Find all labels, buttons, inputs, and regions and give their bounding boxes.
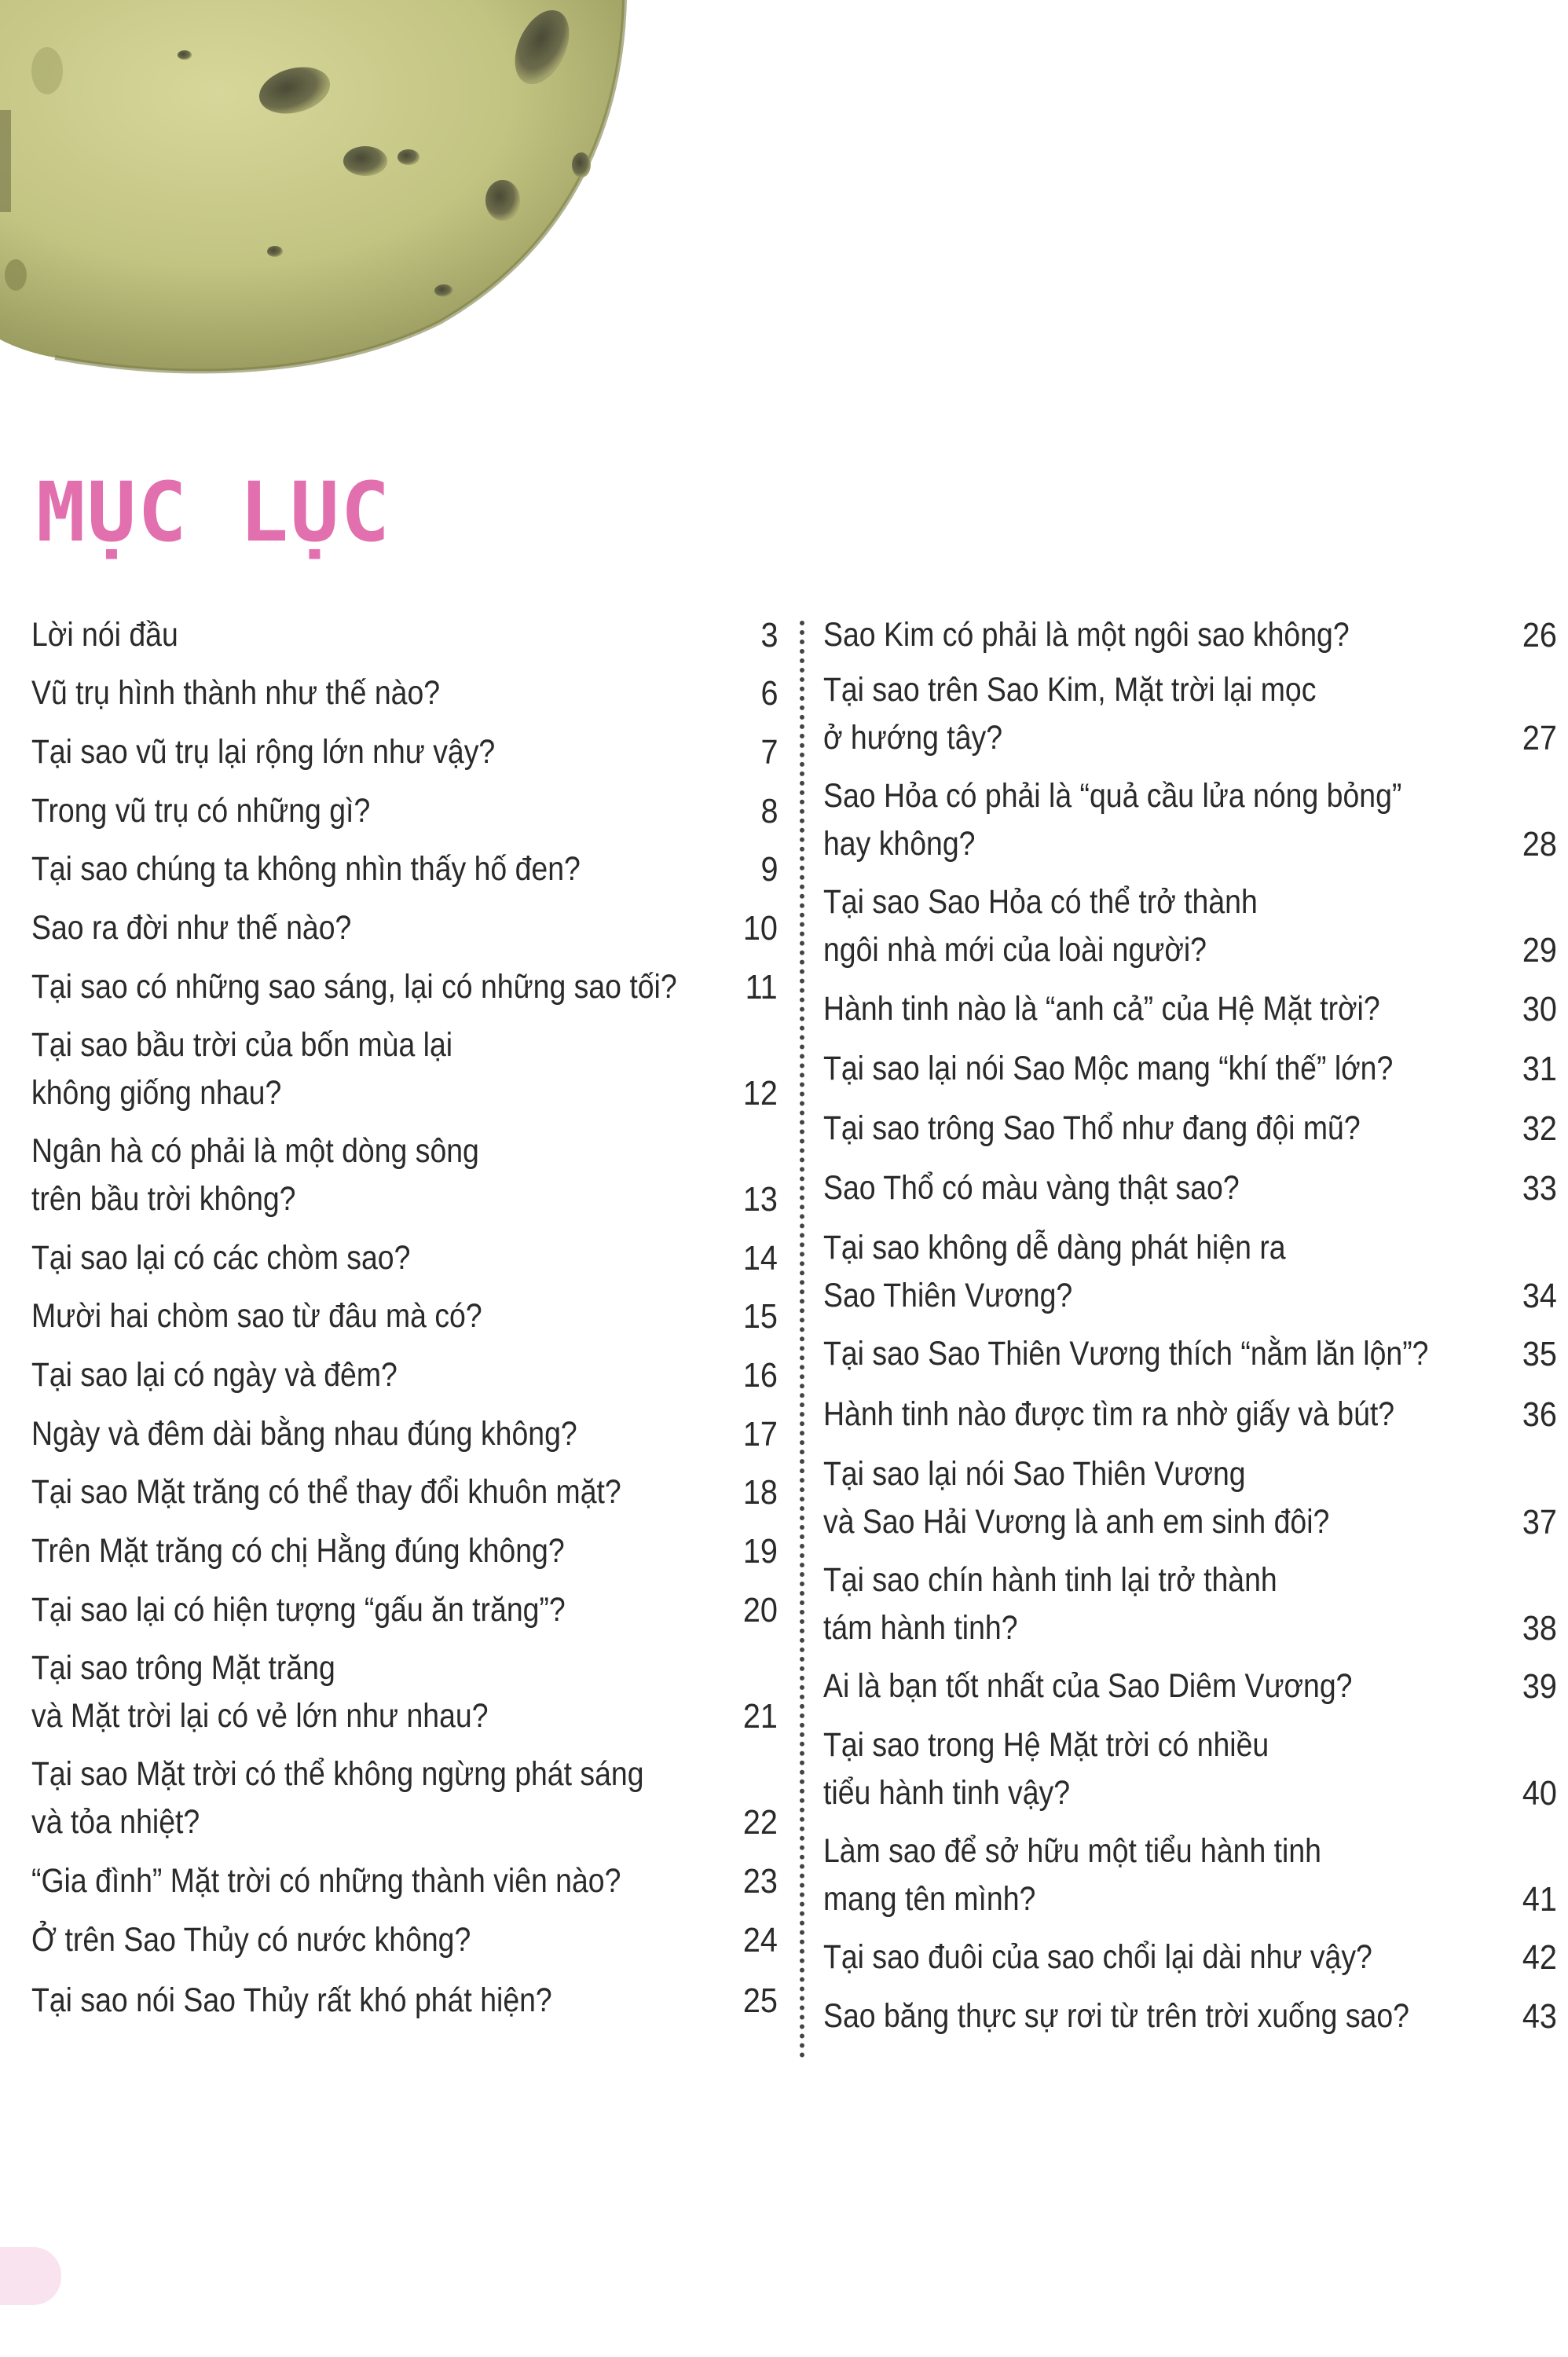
toc-entry-page: 27 bbox=[1522, 719, 1557, 757]
toc-entry-title: Tại sao không dễ dàng phát hiện ra bbox=[823, 1229, 1286, 1266]
toc-entry-page: 26 bbox=[1522, 616, 1557, 654]
toc-entry-title: Tại sao chín hành tinh lại trở thành bbox=[823, 1561, 1277, 1599]
page-title: MỤC LỤC bbox=[36, 464, 392, 560]
toc-entry-title: Tại sao Sao Hỏa có thể trở thành bbox=[823, 883, 1258, 921]
toc-entry-page: 16 bbox=[742, 1356, 778, 1395]
toc-entry bbox=[31, 669, 778, 717]
toc-entry-title: Mười hai chòm sao từ đâu mà có? bbox=[31, 1297, 482, 1335]
toc-entry-title: Tại sao trên Sao Kim, Mặt trời lại mọc bbox=[823, 671, 1317, 709]
toc-entry-page: 12 bbox=[742, 1074, 778, 1113]
toc-entry-page: 36 bbox=[1522, 1395, 1557, 1434]
toc-entry bbox=[823, 1992, 1557, 2040]
toc-entry-page: 11 bbox=[745, 968, 778, 1006]
toc-entry bbox=[823, 1662, 1557, 1710]
toc-entry bbox=[31, 1977, 778, 2025]
toc-entry bbox=[823, 1934, 1557, 1981]
toc-entry bbox=[31, 728, 778, 776]
toc-entry bbox=[31, 1127, 778, 1223]
toc-entry-page: 20 bbox=[742, 1591, 778, 1629]
toc-entry-title: Tại sao lại nói Sao Mộc mang “khí thế” lớn? bbox=[823, 1050, 1394, 1087]
toc-entry-title: Lời nói đầu bbox=[31, 616, 178, 654]
toc-entry-title: tám hành tinh? bbox=[823, 1609, 1018, 1647]
toc-entry-title: Sao Thổ có màu vàng thật sao? bbox=[823, 1169, 1240, 1207]
planet-illustration bbox=[0, 0, 652, 385]
toc-entry bbox=[31, 904, 778, 952]
toc-entry-title: ngôi nhà mới của loài người? bbox=[823, 931, 1207, 969]
toc-entry-title: trên bầu trời không? bbox=[31, 1180, 296, 1218]
toc-entry bbox=[823, 1556, 1557, 1652]
toc-entry-title: Làm sao để sở hữu một tiểu hành tinh bbox=[823, 1832, 1321, 1870]
toc-entry bbox=[823, 611, 1557, 659]
toc-entry-title: Sao Kim có phải là một ngôi sao không? bbox=[823, 616, 1350, 654]
toc-entry bbox=[823, 878, 1557, 974]
toc-entry-page: 39 bbox=[1522, 1667, 1557, 1706]
toc-entry-title: Tại sao trông Mặt trăng bbox=[31, 1649, 335, 1687]
toc-entry-page: 8 bbox=[760, 792, 778, 830]
toc-entry-page: 14 bbox=[742, 1239, 778, 1277]
toc-entry bbox=[31, 1292, 778, 1340]
toc-entry bbox=[31, 1750, 778, 1846]
toc-entry-page: 19 bbox=[742, 1532, 778, 1571]
column-divider bbox=[800, 621, 804, 2058]
toc-entry-page: 28 bbox=[1522, 825, 1557, 863]
toc-entry-page: 17 bbox=[742, 1415, 778, 1453]
toc-entry bbox=[31, 611, 778, 659]
toc-entry-page: 18 bbox=[742, 1473, 778, 1512]
toc-entry-page: 10 bbox=[742, 909, 778, 948]
toc-entry-title: Hành tinh nào được tìm ra nhờ giấy và bút? bbox=[823, 1395, 1395, 1433]
toc-entry bbox=[823, 1450, 1557, 1546]
toc-entry-page: 9 bbox=[760, 850, 778, 889]
toc-entry bbox=[823, 1105, 1557, 1153]
toc-entry-page: 40 bbox=[1522, 1774, 1557, 1813]
toc-entry bbox=[823, 1224, 1557, 1320]
toc-entry bbox=[31, 1234, 778, 1282]
toc-entry-title: không giống nhau? bbox=[31, 1074, 282, 1112]
toc-entry bbox=[823, 772, 1557, 868]
toc-entry-page: 13 bbox=[742, 1180, 778, 1219]
toc-entry bbox=[823, 1164, 1557, 1212]
toc-entry-title: Sao Thiên Vương? bbox=[823, 1277, 1073, 1314]
planet-icon bbox=[0, 0, 652, 385]
toc-entry-title: Sao băng thực sự rơi từ trên trời xuống sao? bbox=[823, 1997, 1409, 2035]
toc-entry-page: 21 bbox=[742, 1697, 778, 1736]
toc-entry-title: Ở trên Sao Thủy có nước không? bbox=[31, 1921, 471, 1959]
toc-entry-title: Sao ra đời như thế nào? bbox=[31, 909, 352, 947]
toc-entry-title: Tại sao vũ trụ lại rộng lớn như vậy? bbox=[31, 733, 496, 771]
toc-entry-page: 22 bbox=[742, 1803, 778, 1842]
toc-entry bbox=[31, 1021, 778, 1117]
toc-entry bbox=[823, 985, 1557, 1033]
toc-entry-page: 41 bbox=[1522, 1880, 1557, 1919]
toc-entry-page: 29 bbox=[1522, 931, 1557, 970]
toc-entry-title: Tại sao Mặt trời có thể không ngừng phát sáng bbox=[31, 1755, 644, 1793]
toc-entry-page: 24 bbox=[742, 1921, 778, 1959]
toc-entry bbox=[31, 845, 778, 893]
toc-entry bbox=[31, 963, 778, 1011]
toc-entry-title: và Sao Hải Vương là anh em sinh đôi? bbox=[823, 1503, 1330, 1541]
toc-entry-title: “Gia đình” Mặt trời có những thành viên nào? bbox=[31, 1862, 621, 1900]
toc-entry bbox=[31, 1527, 778, 1575]
toc-entry-title: mang tên mình? bbox=[823, 1880, 1036, 1918]
toc-entry-title: Tại sao Sao Thiên Vương thích “nằm lăn lộn”? bbox=[823, 1335, 1429, 1373]
toc-entry-title: Tại sao lại có ngày và đêm? bbox=[31, 1356, 397, 1394]
toc-entry bbox=[823, 1391, 1557, 1439]
toc-entry bbox=[31, 1644, 778, 1740]
toc-entry-title: Ngày và đêm dài bằng nhau đúng không? bbox=[31, 1415, 577, 1453]
toc-entry-title: Tại sao lại nói Sao Thiên Vương bbox=[823, 1455, 1246, 1493]
toc-entry-page: 25 bbox=[742, 1981, 778, 2020]
page-tab-decoration bbox=[0, 2247, 61, 2305]
toc-entry-page: 23 bbox=[742, 1862, 778, 1901]
toc-entry-title: Tại sao chúng ta không nhìn thấy hố đen? bbox=[31, 850, 581, 888]
toc-entry-title: Tại sao đuôi của sao chổi lại dài như vậy? bbox=[823, 1938, 1372, 1976]
toc-entry bbox=[823, 666, 1557, 762]
toc-entry bbox=[823, 1721, 1557, 1817]
toc-entry bbox=[823, 1827, 1557, 1923]
toc-entry-title: ở hướng tây? bbox=[823, 719, 1003, 757]
toc-entry-page: 32 bbox=[1522, 1109, 1557, 1148]
toc-entry bbox=[31, 1586, 778, 1634]
toc-entry-page: 34 bbox=[1522, 1277, 1557, 1315]
toc-entry-title: Tại sao bầu trời của bốn mùa lại bbox=[31, 1026, 453, 1064]
toc-entry bbox=[31, 1351, 778, 1399]
toc-entry-title: Trên Mặt trăng có chị Hằng đúng không? bbox=[31, 1532, 565, 1570]
toc-entry-title: tiểu hành tinh vậy? bbox=[823, 1774, 1071, 1812]
toc-entry-page: 7 bbox=[760, 733, 778, 772]
toc-entry bbox=[823, 1045, 1557, 1093]
toc-entry-page: 38 bbox=[1522, 1609, 1557, 1648]
toc-entry-page: 33 bbox=[1522, 1169, 1557, 1208]
toc-entry-title: Tại sao Mặt trăng có thể thay đổi khuôn mặt? bbox=[31, 1473, 621, 1511]
toc-entry-title: Tại sao lại có các chòm sao? bbox=[31, 1239, 411, 1277]
toc-entry-title: Sao Hỏa có phải là “quả cầu lửa nóng bỏng” bbox=[823, 777, 1402, 815]
toc-entry-page: 3 bbox=[760, 616, 778, 654]
toc-entry-page: 31 bbox=[1522, 1050, 1557, 1088]
toc-entry-title: Tại sao trong Hệ Mặt trời có nhiều bbox=[823, 1726, 1269, 1764]
toc-entry bbox=[823, 1330, 1557, 1378]
toc-entry bbox=[31, 1468, 778, 1516]
toc-entry-title: Vũ trụ hình thành như thế nào? bbox=[31, 674, 441, 712]
toc-entry bbox=[31, 1857, 778, 1905]
toc-entry-page: 35 bbox=[1522, 1335, 1557, 1373]
toc-entry-page: 15 bbox=[742, 1297, 778, 1336]
toc-entry-title: Ai là bạn tốt nhất của Sao Diêm Vương? bbox=[823, 1667, 1353, 1705]
toc-entry-title: Hành tinh nào là “anh cả” của Hệ Mặt trời? bbox=[823, 990, 1380, 1028]
toc-entry-page: 30 bbox=[1522, 990, 1557, 1028]
toc-entry-page: 6 bbox=[760, 674, 778, 713]
toc-entry-title: Ngân hà có phải là một dòng sông bbox=[31, 1132, 479, 1170]
toc-entry-title: Trong vũ trụ có những gì? bbox=[31, 792, 371, 830]
toc-entry bbox=[31, 787, 778, 835]
toc-entry-page: 43 bbox=[1522, 1997, 1557, 2036]
toc-entry-title: Tại sao nói Sao Thủy rất khó phát hiện? bbox=[31, 1981, 552, 2019]
toc-entry-page: 42 bbox=[1522, 1938, 1557, 1977]
toc-entry bbox=[31, 1916, 778, 1964]
toc-entry-title: và Mặt trời lại có vẻ lớn như nhau? bbox=[31, 1697, 489, 1735]
toc-entry-page: 37 bbox=[1522, 1503, 1557, 1541]
toc-entry-title: Tại sao trông Sao Thổ như đang đội mũ? bbox=[823, 1109, 1361, 1147]
toc-entry-title: Tại sao lại có hiện tượng “gấu ăn trăng”? bbox=[31, 1591, 566, 1629]
toc-entry bbox=[31, 1410, 778, 1458]
toc-entry-title: Tại sao có những sao sáng, lại có những sao tối? bbox=[31, 968, 677, 1006]
toc-entry-title: và tỏa nhiệt? bbox=[31, 1803, 200, 1841]
toc-entry-title: hay không? bbox=[823, 825, 976, 863]
